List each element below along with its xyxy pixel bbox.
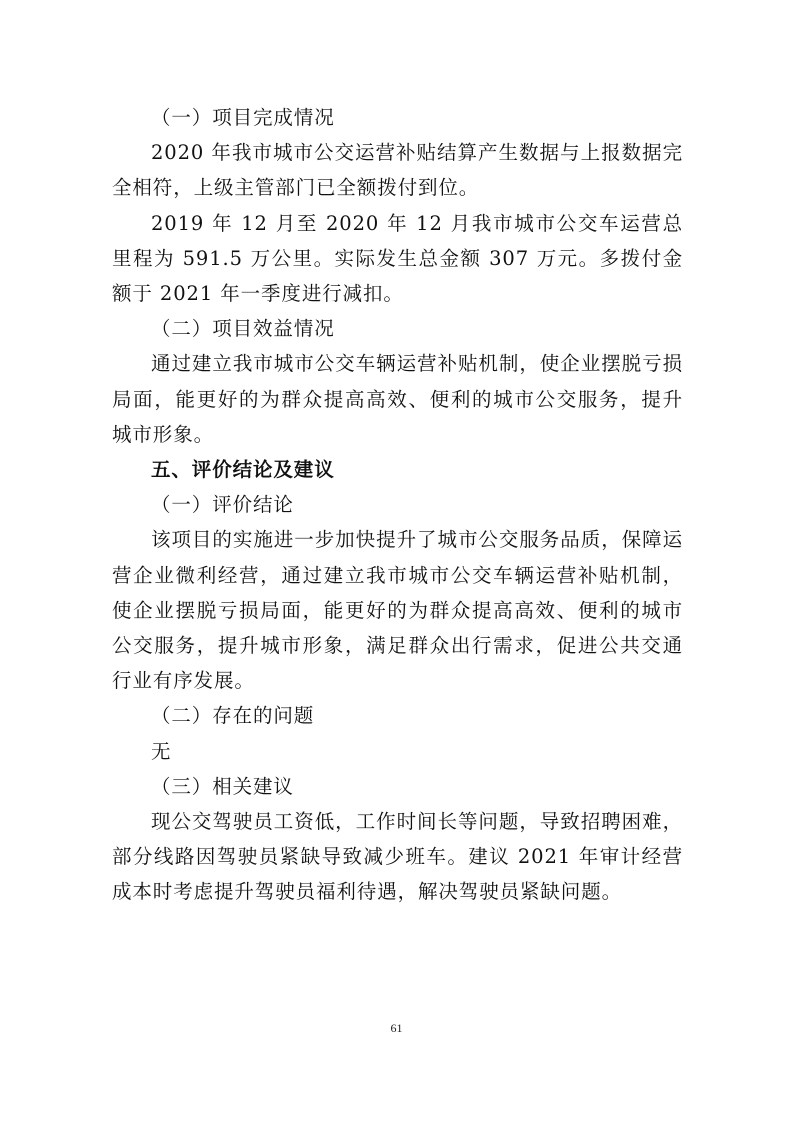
section-heading: （二）项目效益情况 [151,317,335,341]
paragraph: 通过建立我市城市公交车辆运营补贴机制，使企业摆脱亏损局面，能更好的为群众提高高效、便利的城市公交服务，提升城市形象。 [112,352,683,446]
paragraph: 现公交驾驶员工资低，工作时间长等问题，导致招聘困难，部分线路因驾驶员紧缺导致减少班车。建议 2021 年审计经营成本时考虑提升驾驶员福利待遇，解决驾驶员紧缺问题。 [112,810,683,904]
paragraph: 2020 年我市城市公交运营补贴结算产生数据与上报数据完全相符，上级主管部门已全额拨付到位。 [112,141,683,200]
section-heading: （一）项目完成情况 [151,106,335,129]
section-heading: （三）相关建议 [151,774,294,798]
section-heading: （二）存在的问题 [151,704,315,728]
paragraph: 无 [151,739,172,763]
page-number: 61 [390,1021,403,1035]
paragraph: 2019 年 12 月至 2020 年 12 月我市城市公交车运营总里程为 591.5 万公里。实际发生总金额 307 万元。多拨付金额于 2021 年一季度进行减扣。 [112,211,683,306]
section-heading: （一）评价结论 [151,493,294,517]
document-body [112,100,683,910]
chapter-heading: 五、评价结论及建议 [151,458,335,482]
paragraph: 该项目的实施进一步加快提升了城市公交服务品质，保障运营企业微利经营，通过建立我市城市公交车辆运营补贴机制，使企业摆脱亏损局面，能更好的为群众提高高效、便利的城市公交服务，提升城市形象，满足群众出行需求，促进公共交通行业有序发展。 [112,528,683,693]
